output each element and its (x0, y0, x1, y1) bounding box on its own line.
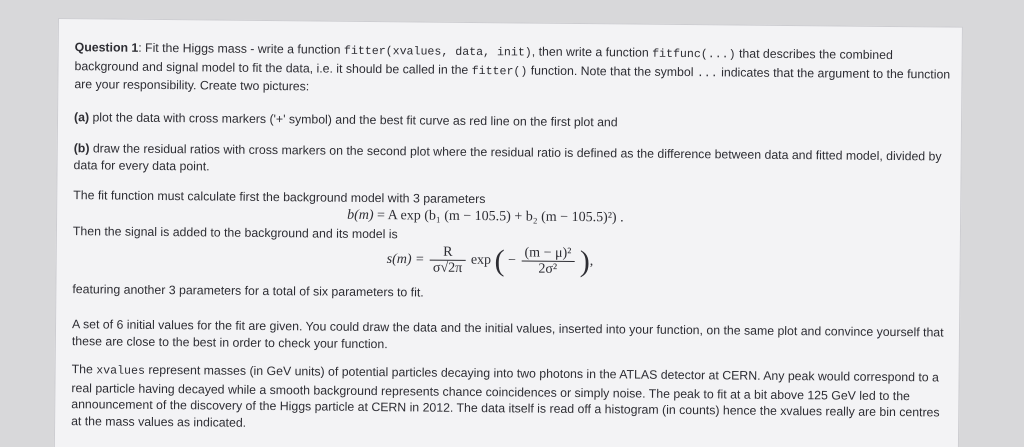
signal-formula-lhs: s(m) = (386, 251, 425, 268)
signal-prefactor (430, 245, 466, 277)
question-text: that describes the combined background and signal model to fit the data, i.e. it should be called in the (74, 46, 893, 77)
prefactor-numerator: R (430, 245, 465, 261)
part-a-text: plot the data with cross markers ('+' symbol) and the best fit curve as red line on the first plot and (89, 110, 618, 130)
part-a (74, 109, 954, 134)
code-ellipsis: ... (696, 66, 718, 80)
code-fitfunc: fitfunc(...) (652, 47, 736, 62)
question-panel (54, 18, 963, 447)
question-text: , then write a function (531, 44, 653, 60)
code-xvalues: xvalues (96, 364, 145, 378)
question-text: function. Note that the symbol (527, 63, 697, 79)
prefactor-denominator: σ√2π (432, 260, 463, 276)
xvalues-paragraph (71, 361, 952, 438)
code-fitter-signature: fitter(xvalues, data, init) (343, 44, 532, 60)
formula-comma: , (589, 253, 594, 269)
open-paren: ( (494, 244, 505, 278)
background-formula-lhs: b(m) (347, 207, 374, 224)
xvalues-text: represent masses (in GeV units) of potential particles decaying into two photons in the ATLAS detector at CERN. Any peak would correspond to a real particle having decayed while a smooth background represents chance coincidences or simply noise. The peak to fit at a bit above 125 GeV led to the announcement of the discovery of the Higgs particle at CERN in 2012. The data itself is read off a histogram (in counts) hence the xvalues really are bin centres at the mass values as indicated. (71, 362, 940, 430)
question-text: : Fit the Higgs mass - write a function (138, 40, 345, 57)
code-fitter-call: fitter() (471, 64, 528, 79)
question-text: indicates that the argument to the function are your responsibility. Create two pictures: (74, 64, 951, 94)
gaussian-exponent (521, 245, 574, 278)
featuring-text: featuring another 3 parameters for a total of six parameters to fit. (72, 282, 424, 300)
exponent-numerator: (m − μ)² (521, 245, 574, 262)
exp-function: exp (470, 252, 492, 268)
signal-formula (387, 244, 594, 278)
question-label: Question 1 (74, 40, 139, 55)
part-a-label: (a) (73, 110, 90, 125)
part-b (74, 140, 954, 182)
part-b-label: (b) (73, 141, 90, 156)
signal-intro: Then the signal is added to the background and its model is (72, 224, 398, 242)
close-paren: ) (579, 245, 590, 279)
question-intro (74, 39, 954, 101)
part-b-text: draw the residual ratios with cross markers on the second plot where the residual ratio is defined as the difference between data and fitted model, divided by data for every data point. (73, 141, 942, 174)
minus-sign: − (507, 253, 517, 269)
initial-values-text: A set of 6 initial values for the fit are given. You could draw the data and the initial values, inserted into your function, on the same plot and convince yourself that these are close to the best in order to check your function. (71, 317, 944, 351)
background-formula (347, 208, 624, 227)
background-formula-rhs: = A exp (b₁ (m − 105.5) + b₂ (m − 105.5)²) . (376, 208, 624, 226)
xvalues-prefix: The (71, 362, 97, 377)
exponent-denominator: 2σ² (538, 261, 558, 277)
background-intro: The fit function must calculate first the background model with 3 parameters (73, 188, 486, 207)
